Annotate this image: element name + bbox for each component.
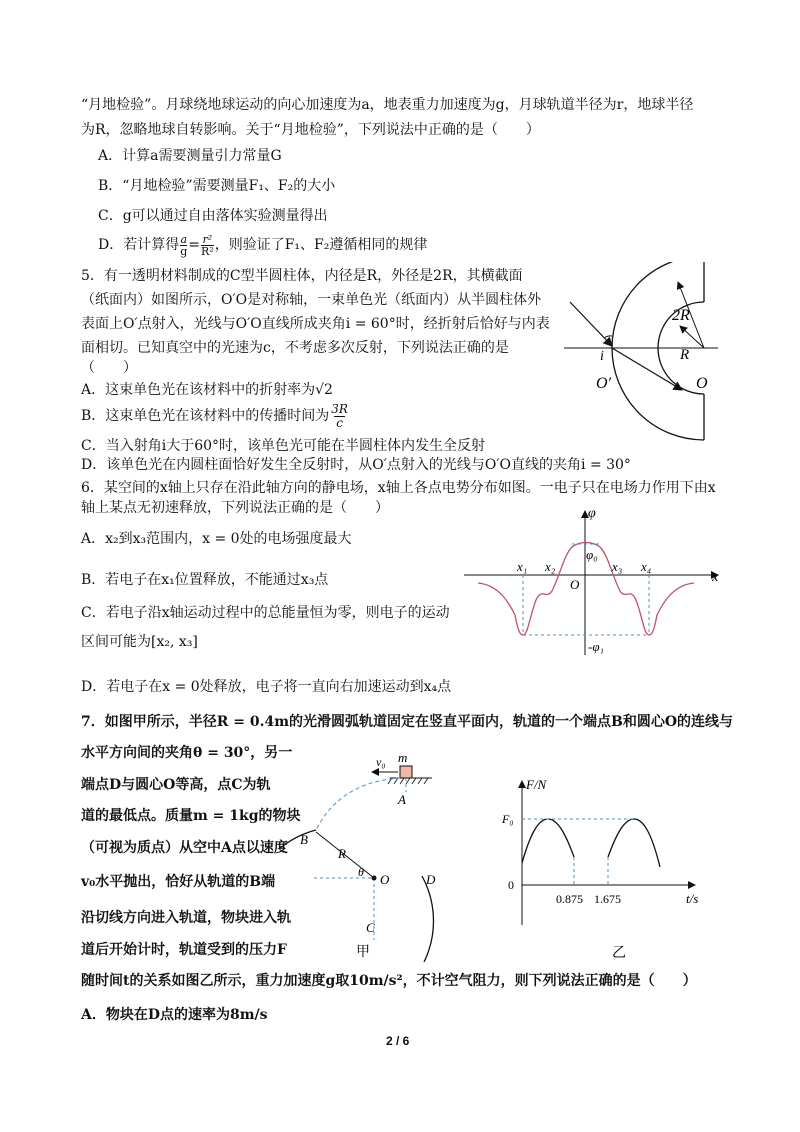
q4-option-d: [98, 234, 427, 257]
angle-arc: [604, 336, 612, 338]
label-zero: 0: [508, 878, 514, 892]
refracted-ray: [612, 348, 682, 390]
label-B: B: [300, 832, 308, 847]
q7-stem-line2: 水平方向间的夹角θ = 30°，另一: [81, 745, 293, 761]
label-F-N: F/N: [526, 777, 547, 792]
q5-option-a: A．这束单色光在该材料中的折射率为√2: [81, 382, 333, 398]
incident-ray: [570, 302, 612, 346]
label-theta: θ: [358, 865, 364, 879]
q4-intro-line2: 为R，忽略地球自转影响。关于“月地检验”，下列说法中正确的是（ ）: [81, 122, 540, 138]
q7-force-time-chart: [490, 775, 720, 965]
label-x: x: [712, 570, 719, 585]
frac-a-over-g: [180, 234, 187, 257]
block-m: [400, 766, 412, 778]
q7-stem-line5: （可视为质点）从空中A点以速度: [81, 840, 288, 856]
label-t1: 0.875: [556, 892, 583, 906]
label-t2: 1.675: [594, 892, 621, 906]
q6-option-a: A．x₂到x₃范围内，x = 0处的电场强度最大: [81, 531, 352, 547]
frac-den: g: [180, 245, 188, 258]
q7-stem-line8: 道后开始计时，轨道受到的压力F: [81, 942, 287, 958]
caption-jia: 甲: [356, 945, 370, 960]
frac-den: R²: [201, 245, 214, 258]
label-x1: x₁: [517, 559, 528, 574]
q5-option-b-prefix: B．这束单色光在该材料中的传播时间为: [81, 408, 330, 425]
q7-stem-line3: 端点D与圆心O等高，点C为轨: [81, 777, 271, 793]
force-pulse-1: [522, 819, 574, 863]
q6-option-b: B．若电子在x₁位置释放，不能通过x₃点: [81, 572, 329, 588]
label-v0: v₀: [376, 755, 386, 769]
force-pulse-2: [608, 819, 660, 867]
label-A: A: [398, 792, 406, 807]
q6-stem-line2: 轴上某点无初速释放，下列说法正确的是（ ）: [81, 500, 389, 516]
q6-option-c-line1: C．若电子沿x轴运动过程中的总能量恒为零，则电子的运动: [81, 605, 450, 621]
q4-option-a: A．计算a需要测量引力常量G: [98, 148, 282, 164]
label-i: i: [600, 349, 604, 364]
q7-stem-line7: 沿切线方向进入轨道，物块进入轨: [81, 910, 291, 926]
label-O: O: [380, 872, 390, 887]
label-R: R: [680, 347, 690, 363]
label-x3: x₃: [612, 559, 623, 574]
ledge-hatch: [388, 778, 428, 784]
q7-stem-line9: 随时间t的关系如图乙所示，重力加速度g取10m/s²，不计空气阻力，则下列说法正确的是（ ）: [81, 973, 697, 989]
frac-num: r²: [202, 233, 213, 246]
q7-stem-line4: 道的最低点。质量m = 1kg的物块: [81, 808, 301, 824]
projectile-path: [316, 778, 400, 830]
q6-potential-graph: [460, 505, 725, 660]
label-neg-phi1: -φ₁: [588, 639, 605, 654]
q5-stem-line4: 面相切。已知真空中的光速为c，不考虑多次反射，下列说法正确的是: [81, 340, 509, 356]
q5-option-d: D．该单色光在内圆柱面恰好发生全反射时，从O′点射入的光线与O′O直线的夹角i = 30°: [81, 457, 631, 473]
q7-stem-line1: 7．如图甲所示，半径R = 0.4m的光滑圆弧轨道固定在竖直平面内，轨道的一个端点B和圆心O的连线与: [81, 714, 734, 730]
frac-3R-over-c: [331, 403, 348, 430]
q6-option-d: D．若电子在x = 0处释放，电子将一直向右加速运动到x₄点: [81, 679, 452, 695]
q4-option-c: C．g可以通过自由落体实验测量得出: [98, 208, 328, 224]
frac-den: c: [336, 416, 343, 430]
label-C: C: [366, 920, 375, 935]
label-O: O: [696, 375, 708, 392]
q5-stem-line2: （纸面内）如图所示，O′O是对称轴，一束单色光（纸面内）从半圆柱体外: [81, 292, 542, 308]
q5-stem-line3: 表面上O′点射入，光线与O′O直线所成夹角i = 60°时，经折射后恰好与内表: [81, 316, 550, 332]
label-x4: x₄: [641, 559, 652, 574]
q5-stem-line5: （ ）: [81, 360, 137, 376]
q6-stem-line1: 6．某空间的x轴上只存在沿此轴方向的静电场，x轴上各点电势分布如图。一电子只在电场力作用下由x: [81, 480, 716, 496]
q5-option-b: [81, 403, 348, 430]
label-2R: 2R: [672, 307, 690, 324]
caption-yi: 乙: [612, 946, 626, 961]
q4-option-d-prefix: D．若计算得: [98, 237, 180, 254]
q4-option-d-suffix: ，则验证了F₁、F₂遵循相同的规律: [214, 237, 428, 254]
frac-num: a: [180, 233, 188, 246]
label-phi0: φ₀: [586, 547, 598, 562]
q7-option-a: A．物块在D点的速率为8m/s: [81, 1007, 268, 1023]
label-F0: F₀: [502, 812, 514, 826]
q4-intro-line1: “月地检验”。月球绕地球运动的向心加速度为a，地表重力加速度为g，月球轨道半径为r，地球半径: [81, 97, 694, 113]
q5-c-shaped-cylinder-figure: [560, 262, 720, 452]
radius-R-line: [680, 326, 704, 348]
q5-option-c: C．当入射角i大于60°时，该单色光可能在半圆柱体内发生全反射: [81, 438, 486, 454]
frac-r2-over-R2: [201, 234, 214, 257]
label-m: m: [398, 752, 408, 765]
label-phi: φ: [588, 506, 596, 521]
label-R: R: [338, 846, 346, 861]
label-t-s: t/s: [686, 891, 699, 906]
circular-track: [280, 830, 433, 962]
q4-option-b: B．“月地检验”需要测量F₁、F₂的大小: [98, 178, 336, 194]
page-number: 2 / 6: [386, 1034, 410, 1048]
label-origin: O: [570, 577, 580, 592]
equals-sign: =: [188, 237, 201, 254]
q6-option-c-line2: 区间可能为[x₂, x₃]: [81, 634, 198, 650]
frac-num: 3R: [331, 402, 348, 416]
label-x2: x₂: [545, 559, 556, 574]
q7-track-figure: [280, 752, 450, 962]
q7-stem-line6: v₀水平抛出，恰好从轨道的B端: [81, 874, 276, 890]
center-O: [372, 876, 377, 881]
label-O-prime: O′: [596, 375, 612, 392]
q5-stem-line1: 5．有一透明材料制成的C型半圆柱体，内径是R，外径是2R，其横截面: [81, 268, 523, 284]
label-D: D: [426, 872, 436, 887]
